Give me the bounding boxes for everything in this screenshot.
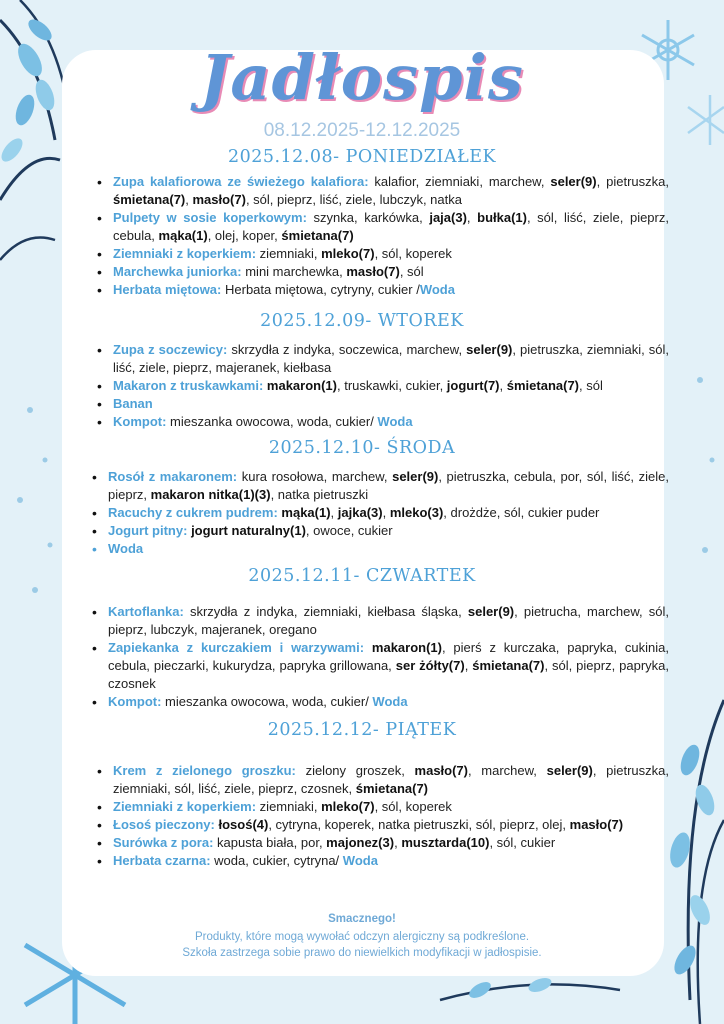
menu-item <box>113 852 669 870</box>
ingredient-text: szynka, karkówka, <box>306 210 430 225</box>
dish-name: Pulpety w sosie koperkowym: <box>113 210 307 225</box>
ingredient-text: skrzydła z indyka, soczewica, marchew, <box>227 342 467 357</box>
allergen: ser żółty(7) <box>395 658 465 673</box>
dish-name: Surówka z pora: <box>113 835 214 850</box>
ingredient-text: , pierś z kurczaka, papryka, cukinia, cebula, pieczarki, kukurydza, papryka grillowana, <box>108 640 670 673</box>
allergen: makaron(1) <box>266 378 337 393</box>
menu-item <box>113 413 669 431</box>
dish-name: Zupa z soczewicy: <box>113 342 228 357</box>
allergen: seler(9) <box>467 604 515 619</box>
ingredient-text: mieszanka owocowa, woda, cukier/ <box>166 414 378 429</box>
allergen: seler(9) <box>546 763 593 778</box>
ingredient-text: Herbata miętowa, cytryny, cukier / <box>221 282 420 297</box>
ingredient-text: , <box>394 835 402 850</box>
allergen: mleko(7) <box>321 799 375 814</box>
allergen: mąka(1) <box>281 505 331 520</box>
ingredient-text: , sól <box>399 264 424 279</box>
dish-ingredients <box>263 378 603 393</box>
ingredient-text: mini marchewka, <box>241 264 347 279</box>
menu-item <box>113 798 669 816</box>
ingredient-text: , sól, koperek <box>374 799 452 814</box>
ingredient-text: , olej, koper, <box>207 228 282 243</box>
menu-item <box>108 603 669 639</box>
ingredient-text: , <box>382 505 390 520</box>
allergen: jogurt(7) <box>446 378 500 393</box>
menu-item <box>113 834 669 852</box>
ingredient-text: , sól, cukier <box>489 835 556 850</box>
drink-option: Woda <box>342 853 378 868</box>
dish-name: Kompot: <box>108 694 162 709</box>
date-range: 08.12.2025-12.12.2025 <box>263 120 461 141</box>
day-menu-wednesday <box>90 468 669 558</box>
dish-ingredients <box>161 694 407 709</box>
ingredient-text: , pietruszka, cebula, por, sól, liść, ziele, pieprz, <box>108 469 669 502</box>
ingredient-text: , pietrucha, marchew, sól, pieprz, lubczyk, majeranek, oregano <box>108 604 669 637</box>
ingredient-text: , owoce, cukier <box>305 523 393 538</box>
dish-name: Makaron z truskawkami: <box>113 378 264 393</box>
ingredient-text: , sól, koperek <box>374 246 452 261</box>
dish-ingredients <box>256 246 452 261</box>
ingredient-text <box>364 640 372 655</box>
ingredient-text: mieszanka owocowa, woda, cukier/ <box>161 694 373 709</box>
day-heading-thursday: 2025.12.11- CZWARTEK <box>248 566 476 586</box>
leaf-branch-bottom-right <box>667 700 724 1024</box>
dish-ingredients <box>221 282 455 297</box>
drink-option: Woda <box>372 694 408 709</box>
allergen: śmietana(7) <box>506 378 579 393</box>
dish-ingredients <box>108 604 669 637</box>
drink-option: Woda <box>377 414 413 429</box>
menu-item <box>113 263 669 281</box>
allergen: masło(7) <box>414 763 468 778</box>
drink-option: Woda <box>419 282 455 297</box>
menu-item <box>108 522 669 540</box>
allergen: śmietana(7) <box>113 192 186 207</box>
dish-ingredients <box>256 799 452 814</box>
ingredient-text: , sól, pieprz, papryka, czosnek <box>108 658 669 691</box>
ingredient-text: zielony groszek, <box>295 763 415 778</box>
allergen: seler(9) <box>550 174 597 189</box>
dish-ingredients <box>215 817 623 832</box>
menu-item <box>113 209 669 245</box>
day-heading-tuesday: 2025.12.09- WTOREK <box>260 311 464 331</box>
allergen: masło(7) <box>569 817 624 832</box>
ingredient-text: , pietruszka, <box>596 174 669 189</box>
ingredient-text: , <box>466 210 478 225</box>
ingredient-text: , truskawki, cukier, <box>336 378 447 393</box>
dish-name: Kompot: <box>113 414 167 429</box>
allergen: seler(9) <box>466 342 513 357</box>
dish-name: Herbata czarna: <box>113 853 211 868</box>
footer-disclaimer: Szkoła zastrzega sobie prawo do niewielkich modyfikacji w jadłospisie. <box>182 947 542 959</box>
dish-ingredients <box>166 414 412 429</box>
ingredient-text: , sól, liść, ziele, pieprz, cebula, <box>113 210 669 243</box>
dish-name: Łosoś pieczony: <box>113 817 215 832</box>
allergen: bułka(1) <box>477 210 527 225</box>
ingredient-text: kalafior, ziemniaki, marchew, <box>368 174 551 189</box>
dish-name: Rosół z makaronem: <box>108 469 238 484</box>
dish-name: Krem z zielonego groszku: <box>113 763 296 778</box>
day-menu-monday <box>95 173 669 299</box>
ingredient-text: , marchew, <box>468 763 547 778</box>
dish-name: Zupa kalafiorowa ze świeżego kalafiora <box>113 174 365 189</box>
dish-ingredients <box>278 505 600 520</box>
ingredient-text: , natka pietruszki <box>270 487 369 502</box>
dish-name: Ziemniaki z koperkiem: <box>113 246 257 261</box>
dish-ingredients <box>242 264 424 279</box>
allergen: makaron nitka(1)(3) <box>150 487 271 502</box>
allergen: masło(7) <box>192 192 246 207</box>
dish-name: Zapiekanka z kurczakiem i warzywami: <box>108 640 365 655</box>
ingredient-text: , sól <box>579 378 603 393</box>
dish-name: Herbata miętowa <box>113 282 218 297</box>
allergen: masło(7) <box>346 264 400 279</box>
dish-ingredients <box>211 853 378 868</box>
dish-name: Racuchy z cukrem pudrem: <box>108 505 278 520</box>
dish-name: Jogurt pitny: <box>108 523 188 538</box>
allergen: mleko(3) <box>389 505 444 520</box>
allergen: łosoś(4) <box>218 817 269 832</box>
ingredient-text: , sól, pieprz, liść, ziele, lubczyk, natka <box>245 192 462 207</box>
day-menu-thursday <box>90 603 669 711</box>
day-heading-wednesday: 2025.12.10- ŚRODA <box>268 438 456 458</box>
dish-name: Ziemniaki z koperkiem: <box>113 799 257 814</box>
ingredient-text: skrzydła z indyka, ziemniaki, kiełbasa śląska, <box>183 604 468 619</box>
footer-allergen-note: Produkty, które mogą wywołać odczyn alergiczny są podkreślone. <box>194 931 530 943</box>
ingredient-text: , pietruszka, ziemniaki, sól, liść, ziele, pieprz, czosnek, <box>113 763 670 796</box>
day-heading-friday: 2025.12.12- PIĄTEK <box>267 720 457 740</box>
day-heading-monday: 2025.12.08- PONIEDZIAŁEK <box>227 147 497 167</box>
ingredient-text: kapusta biała, por, <box>213 835 327 850</box>
dish-name: Marchewka juniorka: <box>113 264 242 279</box>
allergen: makaron(1) <box>371 640 442 655</box>
menu-item <box>108 504 669 522</box>
menu-item <box>113 395 669 413</box>
allergen: jogurt naturalny(1) <box>191 523 306 538</box>
ingredient-text: , drożdże, sól, cukier puder <box>443 505 600 520</box>
allergen: jajka(3) <box>337 505 383 520</box>
allergen: mąka(1) <box>158 228 208 243</box>
allergen: śmietana(7) <box>472 658 545 673</box>
menu-item <box>113 762 669 798</box>
ingredient-text: woda, cukier, cytryna/ <box>210 853 343 868</box>
allergen: śmietana(7) <box>355 781 429 796</box>
menu-item <box>113 377 669 395</box>
ingredient-text: , pietruszka, ziemniaki, sól, liść, ziele, pieprz, majeranek, kiełbasa <box>113 342 669 375</box>
ingredient-text: , <box>499 378 507 393</box>
allergen: seler(9) <box>392 469 439 484</box>
page-title: Jadłospis <box>200 41 524 114</box>
allergen: majonez(3) <box>326 835 395 850</box>
menu-item <box>108 468 669 504</box>
ingredient-text: , cytryna, koperek, natka pietruszki, sól, pieprz, olej, <box>268 817 570 832</box>
menu-item <box>108 639 669 693</box>
menu-item <box>108 693 669 711</box>
dish-ingredients <box>187 523 392 538</box>
ingredient-text: ziemniaki, <box>256 799 322 814</box>
day-menu-friday <box>95 762 669 870</box>
dish-ingredients <box>213 835 555 850</box>
allergen: jaja(3) <box>429 210 467 225</box>
leaf-branch-bottom <box>440 975 620 1001</box>
menu-item <box>113 816 669 834</box>
dish-name: Kartoflanka: <box>108 604 184 619</box>
menu-item <box>108 540 669 558</box>
allergen: musztarda(10) <box>401 835 490 850</box>
menu-item <box>113 281 669 299</box>
menu-item <box>113 173 669 209</box>
ingredient-text: , <box>185 192 193 207</box>
allergen: mleko(7) <box>321 246 375 261</box>
dish-separator: : <box>364 174 369 189</box>
menu-item <box>113 245 669 263</box>
dish-name: Banan <box>113 396 153 411</box>
day-menu-tuesday <box>95 341 669 431</box>
allergen: śmietana(7) <box>281 228 354 243</box>
ingredient-text: , <box>330 505 338 520</box>
footer-greeting: Smacznego! <box>328 913 396 925</box>
ingredient-text: , <box>464 658 473 673</box>
menu-item <box>113 341 669 377</box>
ingredient-text: ziemniaki, <box>256 246 322 261</box>
dish-separator: : <box>217 282 222 297</box>
ingredient-text: kura rosołowa, marchew, <box>237 469 393 484</box>
dish-name: Woda <box>108 541 144 556</box>
